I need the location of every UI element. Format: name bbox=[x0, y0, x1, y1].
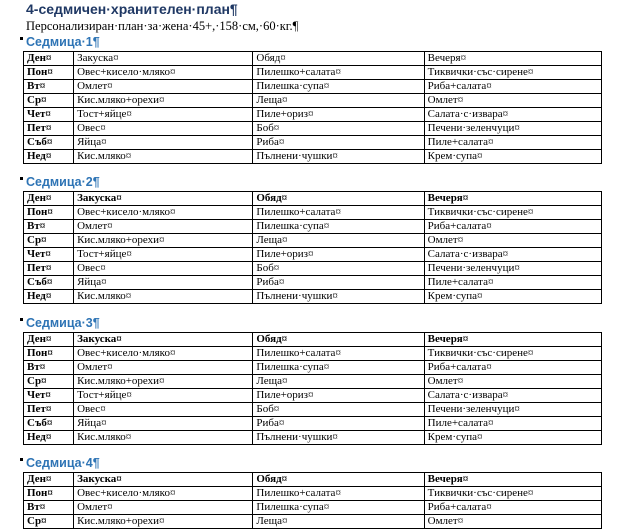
column-header: Ден¤ bbox=[24, 52, 74, 66]
meal-cell: Печени·зеленчуци¤ bbox=[424, 262, 601, 276]
meal-table-week-1 bbox=[23, 51, 602, 164]
meal-cell: Риба¤ bbox=[253, 276, 424, 290]
meal-cell: Овес¤ bbox=[74, 122, 253, 136]
week-heading bbox=[26, 175, 100, 189]
day-cell: Пон¤ bbox=[24, 347, 74, 361]
column-header: Вечеря¤ bbox=[424, 473, 601, 487]
meal-cell: Тост+яйце¤ bbox=[74, 108, 253, 122]
table-row bbox=[24, 94, 602, 108]
day-cell: Пон¤ bbox=[24, 487, 74, 501]
table-row bbox=[24, 234, 602, 248]
meal-cell: Овес+кисело·мляко¤ bbox=[74, 206, 253, 220]
column-header: Ден¤ bbox=[24, 473, 74, 487]
table-row bbox=[24, 417, 602, 431]
meal-cell: Овес+кисело·мляко¤ bbox=[74, 487, 253, 501]
day-cell: Съб¤ bbox=[24, 136, 74, 150]
column-header: Закуска¤ bbox=[74, 333, 253, 347]
meal-cell: Пилешка·супа¤ bbox=[253, 501, 424, 515]
table-row bbox=[24, 403, 602, 417]
day-cell: Вт¤ bbox=[24, 501, 74, 515]
heading-marker-icon bbox=[20, 177, 23, 180]
heading-marker-icon bbox=[20, 318, 23, 321]
meal-cell: Омлет¤ bbox=[74, 80, 253, 94]
week-heading bbox=[26, 35, 100, 49]
meal-cell: Кис.мляко+орехи¤ bbox=[74, 515, 253, 529]
day-cell: Съб¤ bbox=[24, 276, 74, 290]
week-heading-text: Седмица·1¶ bbox=[26, 35, 100, 49]
day-cell: Нед¤ bbox=[24, 431, 74, 445]
week-heading-text: Седмица·2¶ bbox=[26, 175, 100, 189]
meal-cell: Боб¤ bbox=[253, 122, 424, 136]
meal-cell: Боб¤ bbox=[253, 403, 424, 417]
table-header-row bbox=[24, 333, 602, 347]
column-header: Обяд¤ bbox=[253, 192, 424, 206]
meal-cell: Риба¤ bbox=[253, 136, 424, 150]
meal-cell: Яйца¤ bbox=[74, 136, 253, 150]
meal-cell: Пилешка·супа¤ bbox=[253, 220, 424, 234]
meal-cell: Риба+салата¤ bbox=[424, 80, 601, 94]
column-header: Ден¤ bbox=[24, 192, 74, 206]
table-row bbox=[24, 150, 602, 164]
meal-cell: Пълнени·чушки¤ bbox=[253, 150, 424, 164]
document-subtitle: Персонализиран·план·за·жена·45+,·158·см,·60·кг.¶ bbox=[26, 19, 299, 33]
meal-cell: Овес+кисело·мляко¤ bbox=[74, 66, 253, 80]
table-row bbox=[24, 122, 602, 136]
meal-cell: Риба+салата¤ bbox=[424, 220, 601, 234]
meal-cell: Кис.мляко¤ bbox=[74, 150, 253, 164]
table-row bbox=[24, 375, 602, 389]
column-header: Ден¤ bbox=[24, 333, 74, 347]
meal-cell: Салата·с·извара¤ bbox=[424, 389, 601, 403]
meal-cell: Омлет¤ bbox=[424, 515, 601, 529]
meal-cell: Пиле+ориз¤ bbox=[253, 389, 424, 403]
meal-cell: Пиле+салата¤ bbox=[424, 417, 601, 431]
meal-cell: Пиле+ориз¤ bbox=[253, 248, 424, 262]
week-heading-text: Седмица·4¶ bbox=[26, 456, 100, 470]
meal-cell: Леща¤ bbox=[253, 94, 424, 108]
meal-cell: Кис.мляко¤ bbox=[74, 431, 253, 445]
day-cell: Пет¤ bbox=[24, 122, 74, 136]
table-row bbox=[24, 262, 602, 276]
heading-marker-icon bbox=[20, 37, 23, 40]
day-cell: Пет¤ bbox=[24, 262, 74, 276]
meal-cell: Тиквички·със·сирене¤ bbox=[424, 206, 601, 220]
meal-cell: Риба+салата¤ bbox=[424, 361, 601, 375]
table-row bbox=[24, 347, 602, 361]
table-row bbox=[24, 515, 602, 529]
meal-cell: Леща¤ bbox=[253, 375, 424, 389]
column-header: Закуска¤ bbox=[74, 52, 253, 66]
table-row bbox=[24, 361, 602, 375]
meal-cell: Тост+яйце¤ bbox=[74, 248, 253, 262]
meal-table-week-4 bbox=[23, 472, 602, 529]
meal-cell: Крем·супа¤ bbox=[424, 150, 601, 164]
meal-cell: Омлет¤ bbox=[74, 220, 253, 234]
day-cell: Пет¤ bbox=[24, 403, 74, 417]
meal-cell: Овес¤ bbox=[74, 403, 253, 417]
meal-cell: Тиквички·със·сирене¤ bbox=[424, 66, 601, 80]
meal-cell: Боб¤ bbox=[253, 262, 424, 276]
table-row bbox=[24, 206, 602, 220]
column-header: Закуска¤ bbox=[74, 473, 253, 487]
meal-cell: Салата·с·извара¤ bbox=[424, 248, 601, 262]
document-title: 4-седмичен·хранителен·план¶ bbox=[26, 1, 238, 17]
meal-cell: Омлет¤ bbox=[424, 234, 601, 248]
meal-cell: Риба¤ bbox=[253, 417, 424, 431]
day-cell: Ср¤ bbox=[24, 375, 74, 389]
day-cell: Чет¤ bbox=[24, 248, 74, 262]
day-cell: Чет¤ bbox=[24, 108, 74, 122]
meal-cell: Кис.мляко+орехи¤ bbox=[74, 94, 253, 108]
week-heading-text: Седмица·3¶ bbox=[26, 316, 100, 330]
day-cell: Нед¤ bbox=[24, 290, 74, 304]
table-header-row bbox=[24, 192, 602, 206]
table-header-row bbox=[24, 473, 602, 487]
table-row bbox=[24, 248, 602, 262]
meal-cell: Пилешко+салата¤ bbox=[253, 206, 424, 220]
week-heading bbox=[26, 316, 100, 330]
table-header-row bbox=[24, 52, 602, 66]
meal-cell: Тост+яйце¤ bbox=[74, 389, 253, 403]
meal-cell: Печени·зеленчуци¤ bbox=[424, 403, 601, 417]
column-header: Обяд¤ bbox=[253, 52, 424, 66]
meal-cell: Леща¤ bbox=[253, 515, 424, 529]
meal-cell: Овес+кисело·мляко¤ bbox=[74, 347, 253, 361]
table-row bbox=[24, 136, 602, 150]
meal-cell: Яйца¤ bbox=[74, 417, 253, 431]
meal-cell: Леща¤ bbox=[253, 234, 424, 248]
meal-cell: Пълнени·чушки¤ bbox=[253, 431, 424, 445]
day-cell: Съб¤ bbox=[24, 417, 74, 431]
meal-cell: Кис.мляко+орехи¤ bbox=[74, 375, 253, 389]
day-cell: Вт¤ bbox=[24, 80, 74, 94]
meal-cell: Яйца¤ bbox=[74, 276, 253, 290]
meal-cell: Пиле+салата¤ bbox=[424, 276, 601, 290]
day-cell: Пон¤ bbox=[24, 206, 74, 220]
table-row bbox=[24, 108, 602, 122]
meal-cell: Пилешка·супа¤ bbox=[253, 361, 424, 375]
column-header: Закуска¤ bbox=[74, 192, 253, 206]
meal-cell: Тиквички·със·сирене¤ bbox=[424, 487, 601, 501]
meal-cell: Пилешко+салата¤ bbox=[253, 487, 424, 501]
meal-cell: Печени·зеленчуци¤ bbox=[424, 122, 601, 136]
column-header: Вечеря¤ bbox=[424, 192, 601, 206]
meal-cell: Риба+салата¤ bbox=[424, 501, 601, 515]
meal-cell: Пилешка·супа¤ bbox=[253, 80, 424, 94]
column-header: Вечеря¤ bbox=[424, 333, 601, 347]
table-row bbox=[24, 80, 602, 94]
table-row bbox=[24, 501, 602, 515]
table-row bbox=[24, 431, 602, 445]
day-cell: Ср¤ bbox=[24, 94, 74, 108]
meal-cell: Крем·супа¤ bbox=[424, 290, 601, 304]
meal-cell: Омлет¤ bbox=[74, 501, 253, 515]
meal-cell: Тиквички·със·сирене¤ bbox=[424, 347, 601, 361]
day-cell: Ср¤ bbox=[24, 234, 74, 248]
column-header: Обяд¤ bbox=[253, 473, 424, 487]
day-cell: Вт¤ bbox=[24, 220, 74, 234]
meal-cell: Кис.мляко¤ bbox=[74, 290, 253, 304]
day-cell: Вт¤ bbox=[24, 361, 74, 375]
table-row bbox=[24, 290, 602, 304]
table-row bbox=[24, 389, 602, 403]
meal-cell: Омлет¤ bbox=[74, 361, 253, 375]
meal-cell: Омлет¤ bbox=[424, 94, 601, 108]
meal-cell: Крем·супа¤ bbox=[424, 431, 601, 445]
table-row bbox=[24, 276, 602, 290]
meal-cell: Салата·с·извара¤ bbox=[424, 108, 601, 122]
meal-cell: Пилешко+салата¤ bbox=[253, 347, 424, 361]
table-row bbox=[24, 487, 602, 501]
table-row bbox=[24, 220, 602, 234]
meal-cell: Омлет¤ bbox=[424, 375, 601, 389]
table-row bbox=[24, 66, 602, 80]
meal-cell: Овес¤ bbox=[74, 262, 253, 276]
meal-table-week-2 bbox=[23, 191, 602, 304]
day-cell: Чет¤ bbox=[24, 389, 74, 403]
meal-cell: Пълнени·чушки¤ bbox=[253, 290, 424, 304]
heading-marker-icon bbox=[20, 458, 23, 461]
meal-cell: Кис.мляко+орехи¤ bbox=[74, 234, 253, 248]
column-header: Обяд¤ bbox=[253, 333, 424, 347]
meal-cell: Пиле+ориз¤ bbox=[253, 108, 424, 122]
day-cell: Пон¤ bbox=[24, 66, 74, 80]
meal-cell: Пилешко+салата¤ bbox=[253, 66, 424, 80]
meal-table-week-3 bbox=[23, 332, 602, 445]
column-header: Вечеря¤ bbox=[424, 52, 601, 66]
meal-cell: Пиле+салата¤ bbox=[424, 136, 601, 150]
day-cell: Нед¤ bbox=[24, 150, 74, 164]
week-heading bbox=[26, 456, 100, 470]
day-cell: Ср¤ bbox=[24, 515, 74, 529]
